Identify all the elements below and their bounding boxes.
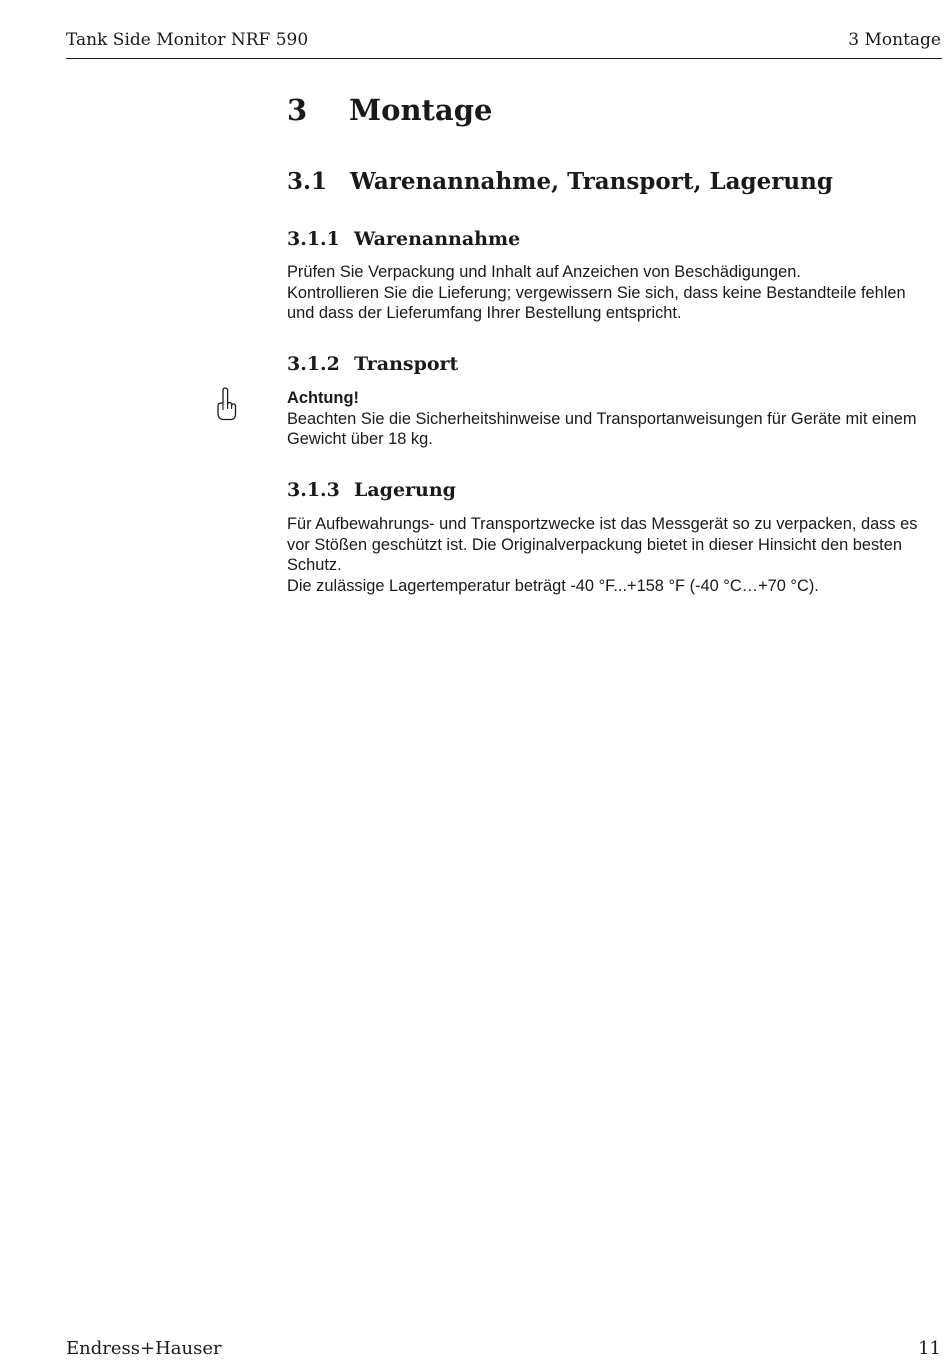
text-line: und dass der Lieferumfang Ihrer Bestellung entspricht. bbox=[287, 304, 682, 322]
pointing-hand-icon bbox=[212, 386, 240, 422]
text-line: Gewicht über 18 kg. bbox=[287, 430, 433, 448]
section-title: Warenannahme, Transport, Lagerung bbox=[350, 168, 833, 195]
subsection-number: 3.1.1 bbox=[287, 228, 340, 250]
subsection-heading-warenannahme bbox=[287, 228, 520, 250]
section-heading bbox=[287, 168, 833, 195]
chapter-number: 3 bbox=[287, 93, 308, 127]
subsection-title: Warenannahme bbox=[354, 228, 521, 250]
header-divider bbox=[66, 58, 942, 59]
note-transport bbox=[287, 388, 947, 450]
subsection-heading-transport bbox=[287, 353, 458, 375]
chapter-heading bbox=[287, 93, 492, 127]
text-line: Kontrollieren Sie die Lieferung; vergewissern Sie sich, dass keine Bestandteile fehlen bbox=[287, 283, 906, 302]
note-title: Achtung! bbox=[287, 389, 359, 407]
text-line: vor Stößen geschützt ist. Die Originalverpackung bietet in dieser Hinsicht den besten bbox=[287, 535, 902, 554]
running-header-chapter: 3 Montage bbox=[848, 30, 941, 50]
subsection-heading-lagerung bbox=[287, 479, 456, 501]
paragraph-lagerung bbox=[287, 514, 947, 596]
subsection-title: Transport bbox=[354, 353, 459, 375]
text-line: Beachten Sie die Sicherheitshinweise und Transportanweisungen für Geräte mit einem bbox=[287, 409, 917, 428]
running-header-title: Tank Side Monitor NRF 590 bbox=[66, 30, 309, 50]
text-line: Schutz. bbox=[287, 556, 342, 574]
text-line: Die zulässige Lagertemperatur beträgt -40 °F...+158 °F (-40 °C…+70 °C). bbox=[287, 576, 819, 595]
page-number: 11 bbox=[918, 1338, 941, 1359]
subsection-number: 3.1.2 bbox=[287, 353, 340, 375]
text-line: Prüfen Sie Verpackung und Inhalt auf Anzeichen von Beschädigungen. bbox=[287, 263, 801, 281]
subsection-title: Lagerung bbox=[354, 479, 456, 501]
footer-brand: Endress+Hauser bbox=[66, 1338, 222, 1359]
subsection-number: 3.1.3 bbox=[287, 479, 340, 501]
section-number: 3.1 bbox=[287, 168, 328, 195]
text-line: Für Aufbewahrungs- und Transportzwecke ist das Messgerät so zu verpacken, dass es bbox=[287, 515, 918, 533]
chapter-title: Montage bbox=[349, 93, 493, 127]
paragraph-warenannahme bbox=[287, 262, 947, 324]
